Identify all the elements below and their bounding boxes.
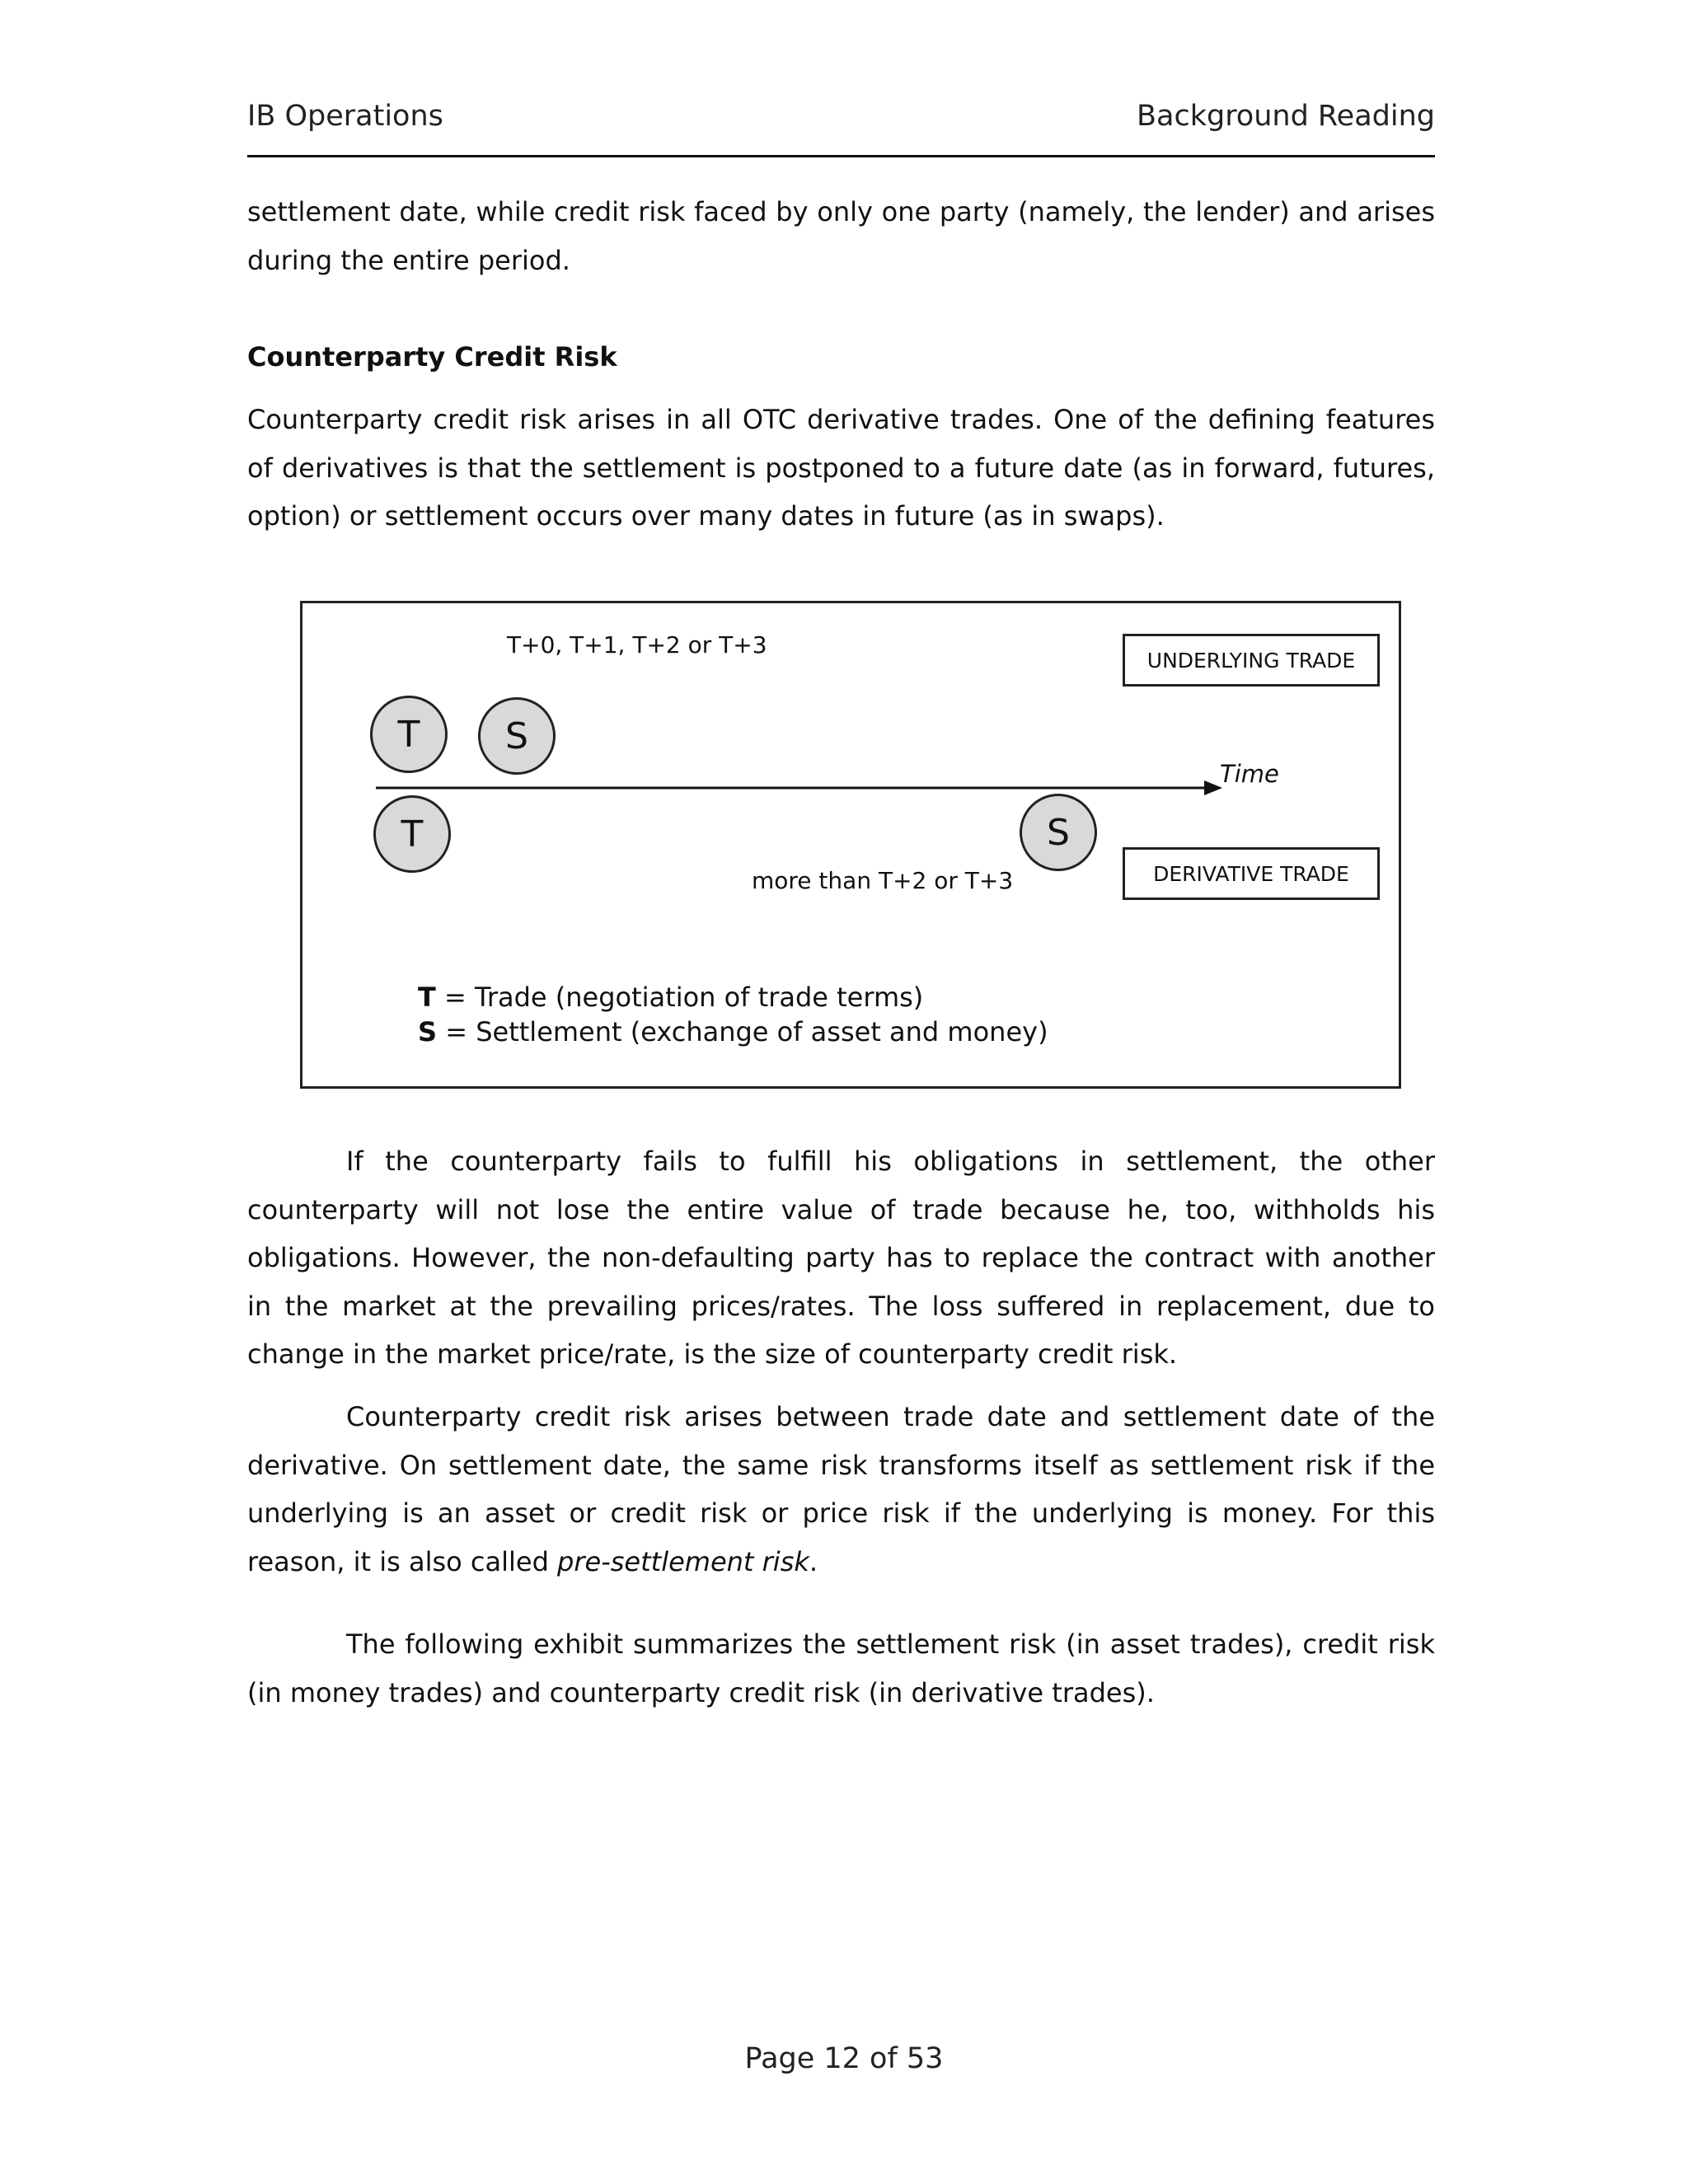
derivative-settlement-circle: S [1020, 794, 1097, 871]
underlying-trade-label: UNDERLYING TRADE [1123, 634, 1380, 687]
underlying-settlement-circle: S [478, 697, 556, 775]
legend-settlement [418, 1016, 1048, 1047]
page-number: Page 12 of 53 [744, 2042, 944, 2075]
section-heading: Counterparty Credit Risk [247, 341, 617, 373]
paragraph-exhibit-summary: The following exhibit summarizes the settlement risk (in asset trades), credit risk (in money trades) and counterparty credit risk (in derivative trades). [247, 1629, 1435, 1708]
legend-trade-text: = Trade (negotiation of trade terms) [435, 982, 924, 1013]
settlement-timeline-diagram [300, 601, 1401, 1089]
pre-settlement-text: Counterparty credit risk arises between trade date and settlement date of the derivative. On settlement date, the same risk transforms itself as settlement risk if the underlying is an asset or credit risk or price risk if the underlying is money. For this reason, it is also called [247, 1401, 1435, 1577]
legend-trade-key: T [418, 982, 436, 1013]
paragraph-continuation: settlement date, while credit risk faced by only one party (namely, the lender) and arises during the entire period. [247, 196, 1435, 276]
pre-settlement-end: . [809, 1545, 818, 1577]
paragraph-pre-settlement [247, 1393, 1435, 1586]
paragraph-intro: Counterparty credit risk arises in all OTC derivative trades. One of the defining features of derivatives is that the settlement is postponed to a future date (as in forward, futures, option) or settlement occurs over many dates in future (as in swaps). [247, 404, 1435, 532]
legend-trade [418, 982, 923, 1013]
pre-settlement-term: pre-settlement risk [557, 1545, 809, 1577]
derivative-settlement-window-label: more than T+2 or T+3 [752, 867, 1014, 894]
derivative-trade-date-circle: T [373, 795, 451, 873]
header-divider [247, 155, 1435, 157]
header-section: Background Reading [1137, 100, 1435, 133]
legend-settlement-key: S [418, 1016, 438, 1047]
header-title: IB Operations [247, 100, 443, 133]
underlying-settlement-window-label: T+0, T+1, T+2 or T+3 [507, 631, 767, 658]
time-axis-label: Time [1220, 760, 1279, 788]
underlying-trade-date-circle: T [370, 696, 448, 773]
derivative-trade-label: DERIVATIVE TRADE [1123, 847, 1380, 900]
paragraph-default-loss: If the counterparty fails to fulfill his obligations in settlement, the other counterparty will not lose the entire value of trade because he, too, withholds his obligations. However, the non-defaulting party has to replace the contract with another in the market at the prevailing prices/rates. The loss suffered in replacement, due to change in the market price/rate, is the size of counterparty credit risk. [247, 1146, 1435, 1370]
legend-settlement-text: = Settlement (exchange of asset and money) [437, 1016, 1048, 1047]
